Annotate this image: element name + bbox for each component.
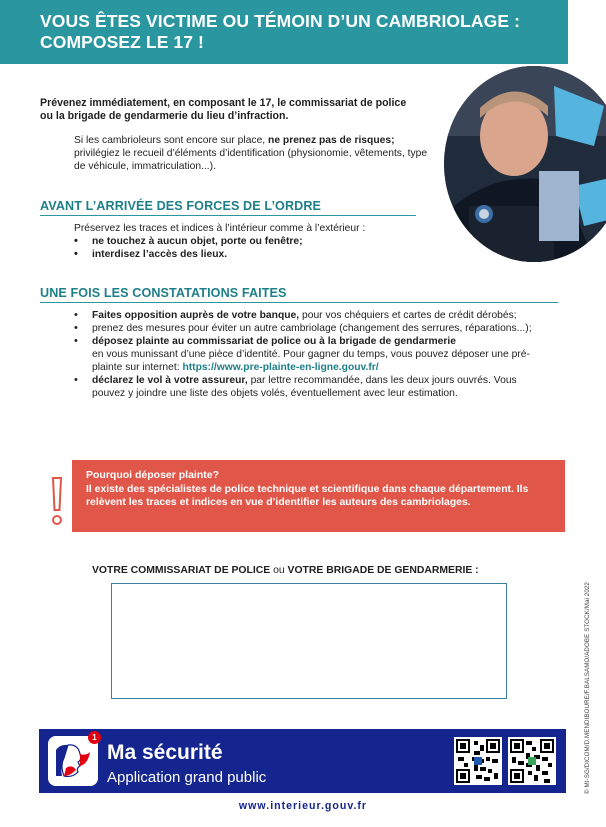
list-item: • interdisez l’accès des lieux. — [74, 248, 414, 261]
section1-divider — [40, 215, 416, 216]
plainte-bold: déposez plainte au commissariat de police ou à la brigade de gendarmerie — [92, 336, 456, 347]
advice-text-2: privilégiez le recueil d’éléments d’identification (physionomie, vêtements, type de véhicule, immatriculation...). — [74, 148, 428, 172]
app-name: Ma sécurité — [107, 741, 223, 764]
section1-lead: Préservez les traces et indices à l’intérieur comme à l’extérieur : — [74, 223, 366, 234]
station-label-or: ou — [273, 565, 285, 576]
assureur-text: par lettre recommandée, dans les deux jours ouvrés. Vous pouvez y joindre une liste des objets volés, éventuellement avec leur estimation. — [92, 375, 517, 399]
app-banner — [39, 729, 566, 793]
list-item — [74, 309, 544, 322]
section2-list — [74, 309, 544, 400]
section1-list — [74, 235, 414, 261]
section2-title: UNE FOIS LES CONSTATATIONS FAITES — [40, 286, 287, 300]
marianne-app-icon — [48, 736, 98, 786]
list-item — [74, 374, 544, 400]
qr-code-android[interactable] — [508, 737, 556, 785]
app-subtitle: Application grand public — [107, 769, 267, 786]
notification-badge: 1 — [88, 731, 101, 744]
opposition-text: pour vos chéquiers et cartes de crédit dérobés; — [302, 310, 517, 321]
exclamation-icon — [48, 476, 66, 526]
station-address-box[interactable] — [111, 583, 507, 699]
qr-code-ios[interactable] — [454, 737, 502, 785]
section2-divider — [40, 302, 558, 303]
opposition-bold: Faites opposition auprès de votre banque, — [92, 310, 300, 321]
pre-plainte-link[interactable]: https://www.pre-plainte-en-ligne.gouv.fr/ — [182, 362, 379, 373]
station-label-b: VOTRE BRIGADE DE GENDARMERIE : — [287, 565, 479, 576]
station-label — [92, 565, 479, 576]
gendarme-photo — [444, 66, 606, 262]
alert-body: Il existe des spécialistes de police technique et scientifique dans chaque département. Ils relèvent les traces et indices en vue d’identifier les auteurs des cambriolages. — [86, 484, 529, 508]
assureur-bold: déclarez le vol à votre assureur, — [92, 375, 248, 386]
alert-title: Pourquoi déposer plainte? — [86, 469, 220, 481]
advice-paragraph — [74, 134, 434, 173]
plainte-text: en vous munissant d’une pièce d’identité. Pour gagner du temps, vous pouvez déposer une pré-plainte sur internet: — [92, 349, 530, 373]
photo-credit: © MI-SG/DICOM/D.MENDIBOURE/F.BALSAMO/ADOBE STOCK/Mai 2022 — [584, 582, 591, 794]
list-item: • prenez des mesures pour éviter un autre cambriolage (changement des serrures, réparations...); — [74, 322, 544, 335]
website-link[interactable]: www.interieur.gouv.fr — [238, 800, 368, 812]
alert-box — [72, 460, 565, 532]
list-item — [74, 335, 544, 374]
section1-title: AVANT L’ARRIVÉE DES FORCES DE L’ORDRE — [40, 199, 322, 213]
station-label-a: VOTRE COMMISSARIAT DE POLICE — [92, 565, 271, 576]
header-banner — [0, 0, 568, 64]
list-item: • ne touchez à aucun objet, porte ou fenêtre; — [74, 235, 414, 248]
page-title: VOUS ÊTES VICTIME OU TÉMOIN D’UN CAMBRIOLAGE : COMPOSEZ LE 17 ! — [40, 11, 521, 52]
advice-bold: ne prenez pas de risques; — [268, 135, 395, 146]
intro-text: Prévenez immédiatement, en composant le 17, le commissariat de police ou la brigade de gendarmerie du lieu d’infraction. — [40, 97, 407, 122]
advice-text-1: Si les cambrioleurs sont encore sur place, — [74, 135, 266, 146]
